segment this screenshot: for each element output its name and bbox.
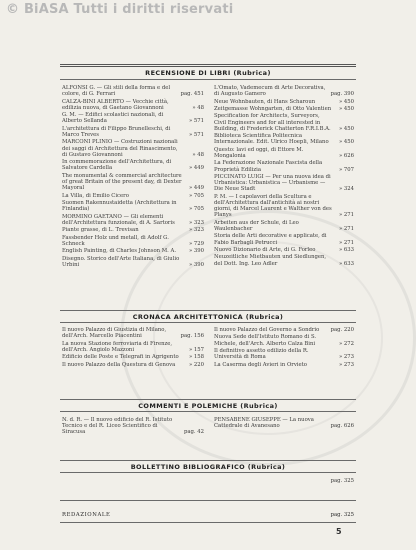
entry-page: » 273 — [338, 361, 354, 368]
entry-page: » 157 — [188, 346, 204, 353]
entry-text: G. M. — Edifici scolastici nazionali, di Alberto Sellanda — [62, 112, 164, 125]
cronaca-entry — [62, 354, 204, 360]
entry-page: » 571 — [188, 131, 204, 138]
cronaca-entry — [214, 327, 354, 333]
entry-page: » 450 — [338, 139, 354, 146]
recensione-entry — [62, 85, 204, 97]
entry-text: The monumental & commercial architecture of great Britain of the present day, di Dexter Mayoral — [62, 172, 182, 192]
entry-text: Piante grasse, di L. Trevisan — [62, 227, 139, 234]
recensione-entry — [62, 193, 204, 199]
entry-text: La Caserma degli Avieri in Orvieto — [214, 361, 307, 368]
entry-text: P. M. — I capolavori della Scultura e dell'Architettura dall'antichità ai nostri giorni, di Marcel Laurent e Walther von des Planys — [214, 193, 332, 219]
recensione-entry — [214, 247, 354, 253]
entry-text: ALFONSI G. — Gli stili della forma e del colore, di G. Ferrari — [62, 85, 171, 98]
entry-page: » 449 — [188, 165, 204, 172]
page-number: 5 — [336, 527, 342, 536]
watermark: © BiASA Tutti i diritti riservati — [6, 2, 234, 17]
entry-page: » 323 — [188, 227, 204, 234]
top-rule — [60, 64, 356, 67]
recensione-right-column — [214, 85, 354, 268]
section-title-cronaca: CRONACA ARCHITETTONICA (Rubrica) — [132, 313, 284, 321]
redazionale-row — [62, 512, 354, 518]
bottom-rule — [60, 522, 356, 523]
recensione-entry — [62, 112, 204, 124]
section-rule — [60, 399, 356, 400]
entry-text: Nuovo Dizionario di Arte, di G. Forleo — [214, 246, 316, 253]
entry-text: Nuova Sede dell'Istituto Romano di S. Michele, dell'Arch. Alberto Calza Bini — [214, 334, 317, 347]
entry-page: » 271 — [338, 225, 354, 232]
cronaca-right-column — [214, 327, 354, 369]
recensione-entry — [62, 99, 204, 111]
entry-page: » 48 — [192, 104, 204, 111]
entry-text: Fassbender Holz und metall, di Adolf G. Schneck — [62, 234, 169, 247]
cronaca-left-column — [62, 327, 204, 369]
recensione-entry — [214, 99, 354, 105]
section-rule — [60, 460, 356, 461]
redazionale-label: REDAZIONALE — [62, 512, 111, 518]
cronaca-entry — [214, 334, 354, 346]
section-title-bollettino: BOLLETTINO BIBLIOGRAFICO (Rubrica) — [130, 463, 286, 471]
entry-page: » 626 — [338, 152, 354, 159]
entry-text: PENSABENE GIUSEPPE — La nuova Cattedrale di Avanesano — [214, 417, 314, 430]
entry-page: » 272 — [338, 340, 354, 347]
section-rule — [60, 472, 356, 473]
commenti-entry — [214, 417, 354, 429]
entry-text: CALZA-BINI ALBERTO — Vecchie città, edilizia nuova, di Gaetano Giovannoni — [62, 98, 169, 111]
recensione-entry — [62, 139, 204, 158]
recensione-entry — [62, 200, 204, 212]
recensione-entry — [214, 174, 354, 193]
entry-page: » 390 — [188, 248, 204, 255]
entry-text: Suomen Rakennustaidetta (Architettura in Finlandia) — [62, 199, 177, 213]
entry-page: » 705 — [188, 206, 204, 213]
recensione-entry — [62, 227, 204, 233]
entry-text: Il nuovo Palazzo del Governo a Sondrio — [214, 327, 320, 333]
entry-page: » 571 — [188, 118, 204, 125]
recensione-entry — [62, 214, 204, 226]
entry-text: L'Omato, Vademecum di Arte Decorativa, di Augusto Gamero — [214, 85, 326, 98]
entry-text: La Villa, di Emilio Cicero — [62, 192, 129, 199]
recensione-entry — [214, 254, 354, 266]
recensione-entry — [62, 173, 204, 192]
entry-text: PICCINATO LUIGI — Per una nuova idea di Urbanistica: Urbanistica — Urbanisme — Die Neue Stadt — [214, 173, 331, 193]
entry-page: » 273 — [338, 354, 354, 361]
entry-page: » 450 — [338, 105, 354, 112]
recensione-entry — [214, 133, 354, 145]
commenti-right-column — [214, 417, 354, 431]
cronaca-entry — [62, 362, 204, 368]
entry-page: » 48 — [192, 151, 204, 158]
entry-page: pag. 156 — [180, 333, 204, 340]
section-rule — [60, 79, 356, 80]
entry-text: Biblioteca Scientifica Politecnica Internazionale. Edit. Ulrico Hoepli, Milano — [214, 133, 329, 146]
entry-text: L'architettura di Filippo Brunelleschi, di Marco Treves — [62, 125, 171, 138]
entry-text: Il nuovo Palazzo di Giustizia di Milano, dell'Arch. Marcello Piacentini — [62, 327, 167, 340]
recensione-entry — [62, 256, 204, 268]
entry-text: Specification for Architects, Surveyors, Civil Engineers and for all interested in Building, di Frederick Chatterton F.R.I.B.A. — [214, 113, 331, 132]
cronaca-entry — [62, 341, 204, 353]
section-rule — [60, 411, 356, 412]
entry-page: » 705 — [188, 192, 204, 199]
entry-text: Zeitgemasse Wohngarten, di Otto Valentien — [214, 105, 332, 112]
entry-text: In commemorazione dell'Architettura, di Salvatore Cardella — [62, 159, 172, 172]
entry-page: » 729 — [188, 240, 204, 247]
redazionale-page: pag. 325 — [330, 512, 354, 518]
entry-text: Neuzeitliche Mietbauten und Siedlungen, del Dott. Ing. Leo Adler — [214, 254, 327, 267]
section-rule — [60, 500, 356, 501]
entry-text: Questo: lavi ed oggi, di Ettore M. Mongalonia — [214, 146, 304, 159]
recensione-entry — [62, 248, 204, 254]
entry-page: » 450 — [338, 125, 354, 132]
entry-page: » 707 — [338, 166, 354, 173]
recensione-entry — [214, 160, 354, 172]
recensione-left-column — [62, 85, 204, 269]
entry-page: » 323 — [188, 219, 204, 226]
entry-text: Il nuovo Palazzo della Questura di Genova — [62, 361, 176, 368]
section-rule — [60, 322, 356, 323]
entry-text: Disegno. Storico dell'Arte Italiana, di Giulio Urbini — [62, 255, 180, 268]
entry-text: Storia delle Arti decorative e applicate, di Fabio Barbagli Petrucci — [214, 233, 327, 246]
entry-page: pag. 220 — [330, 327, 354, 333]
recensione-entry — [214, 113, 354, 132]
entry-text: N. d. R. — Il nuovo edificio del R. Istituto Tecnico e del R. Liceo Scientifico di Siracusa — [62, 417, 173, 436]
recensione-entry — [214, 233, 354, 245]
entry-page: » 450 — [338, 98, 354, 105]
entry-page: pag. 390 — [330, 91, 354, 98]
entry-text: La nuova Stazione ferroviaria di Firenze, dell'Arch. Angiolo Mazzoni — [62, 340, 173, 353]
entry-page: pag. 626 — [330, 423, 354, 430]
commenti-entry — [62, 417, 204, 436]
entry-text: Il definitivo assetto edilizio della R. Università di Roma — [214, 347, 309, 361]
entry-page: » 633 — [338, 246, 354, 253]
entry-page: » 390 — [188, 261, 204, 268]
recensione-entry — [214, 147, 354, 159]
section-rule — [60, 310, 356, 311]
cronaca-entry — [214, 362, 354, 368]
entry-text: English Painting, di Charles Johnson M. A. — [62, 248, 177, 255]
entry-text: MORMINO GAETANO — Gli elementi dell'Architettura funzionale, di A. Sartoris — [62, 213, 175, 226]
entry-page: pag. 451 — [180, 91, 204, 98]
recensione-entry — [62, 126, 204, 138]
recensione-entry — [214, 106, 354, 112]
entry-text: La Federazione Nazionale Fascista della Proprietà Edilizia — [214, 160, 323, 173]
recensione-entry — [214, 220, 354, 232]
recensione-entry — [214, 85, 354, 97]
recensione-entry — [214, 194, 354, 219]
section-title-commenti: COMMENTI E POLEMICHE (Rubrica) — [138, 402, 278, 410]
recensione-entry — [62, 159, 204, 171]
entry-page: » 271 — [338, 239, 354, 246]
entry-page: » 633 — [338, 260, 354, 267]
entry-page: » 220 — [188, 361, 204, 368]
entry-page: » 271 — [338, 212, 354, 219]
entry-text: MARCONI PLINIO — Costruzioni nazionali dei saggi di Architettura del Rinascimento, di Gustavo Giovannoni — [62, 139, 178, 158]
entry-page: » 449 — [188, 185, 204, 192]
entry-text: Neue Wohnbauten, di Hans Scharoun — [214, 98, 316, 105]
section-title-recensione: RECENSIONE DI LIBRI (Rubrica) — [145, 69, 271, 77]
recensione-entry — [62, 235, 204, 247]
entry-page: pag. 42 — [183, 429, 204, 436]
commenti-left-column — [62, 417, 204, 437]
entry-text: Arbeiten aus der Schule, di Leo Waulenbacher — [214, 219, 299, 232]
entry-page: » 324 — [338, 186, 354, 193]
cronaca-entry — [214, 348, 354, 360]
bollettino-row: pag. 325 — [330, 478, 354, 484]
cronaca-entry — [62, 327, 204, 339]
entry-page: » 158 — [188, 354, 204, 361]
entry-text: Edificio delle Poste e Telegrafi in Agrigento — [62, 354, 179, 361]
